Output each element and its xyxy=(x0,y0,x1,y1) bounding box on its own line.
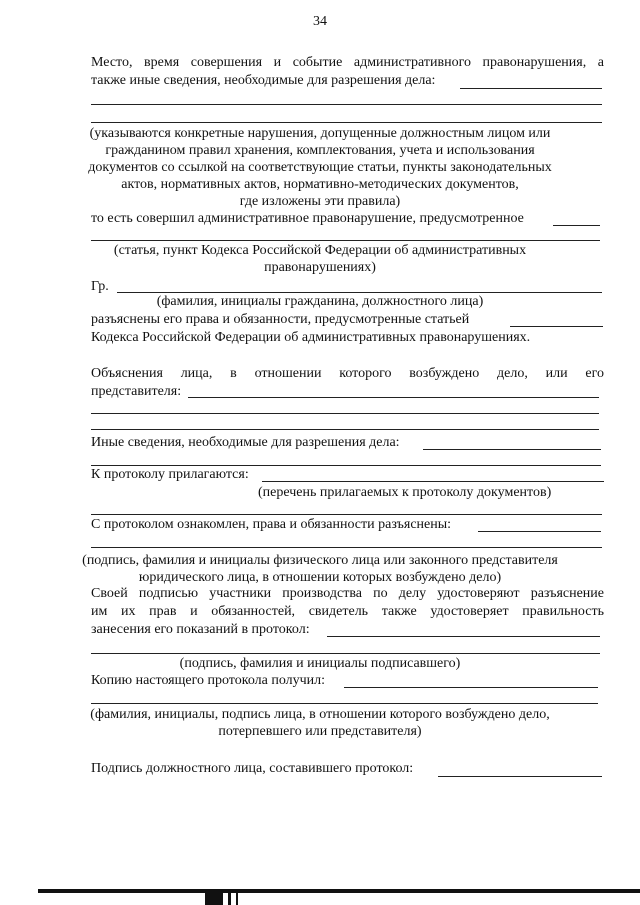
text-line: Гр. xyxy=(91,279,109,294)
note-line: гражданином правил хранения, комплектования, учета и использования xyxy=(105,143,535,158)
scan-edge-bar xyxy=(38,889,640,893)
fill-line xyxy=(262,481,604,482)
note-line: (перечень прилагаемых к протоколу документов) xyxy=(258,485,552,500)
page-number: 34 xyxy=(313,14,327,29)
text-line: разъяснены его права и обязанности, предусмотренные статьей xyxy=(91,312,470,327)
note-line: юридического лица, в отношении которых возбуждено дело) xyxy=(138,570,502,585)
fill-line xyxy=(117,292,602,293)
fill-line xyxy=(91,653,600,654)
text-line: занесения его показаний в протокол: xyxy=(91,622,310,637)
fill-line xyxy=(510,326,603,327)
fill-line xyxy=(478,531,601,532)
fill-line xyxy=(91,514,602,515)
text-line: им их прав и обязанностей, свидетель также удостоверяет правильность xyxy=(91,604,604,619)
fill-line xyxy=(460,88,602,89)
text-line: Кодекса Российской Федерации об административных правонарушениях. xyxy=(91,330,531,345)
note-line: (подпись, фамилия и инициалы физического лица или законного представителя xyxy=(82,553,558,568)
text-line: Иные сведения, необходимые для разрешения дела: xyxy=(91,435,400,450)
note-line: (подпись, фамилия и инициалы подписавшего) xyxy=(179,656,461,671)
fill-line xyxy=(91,122,602,123)
text-line: Место, время совершения и событие административного правонарушения, а xyxy=(91,55,604,70)
note-line: актов, нормативных актов, нормативно-методических документов, xyxy=(121,177,519,192)
text-line: представителя: xyxy=(91,384,182,399)
text-line: С протоколом ознакомлен, права и обязанности разъяснены: xyxy=(91,517,452,532)
note-line: документов со ссылкой на соответствующие статьи, пункты законодательных xyxy=(88,160,552,175)
fill-line xyxy=(91,240,600,241)
text-line: также иные сведения, необходимые для разрешения дела: xyxy=(91,73,436,88)
note-line: потерпевшего или представителя) xyxy=(218,724,422,739)
scan-mark xyxy=(236,893,238,905)
fill-line xyxy=(91,429,599,430)
fill-line xyxy=(91,104,602,105)
note-line: (фамилия, инициалы, подпись лица, в отношении которого возбуждено дело, xyxy=(90,707,550,722)
fill-line xyxy=(91,703,598,704)
note-line: (указываются конкретные нарушения, допущенные должностным лицом или xyxy=(89,126,551,141)
text-line: К протоколу прилагаются: xyxy=(91,467,249,482)
fill-line xyxy=(423,449,601,450)
fill-line xyxy=(91,547,602,548)
fill-line xyxy=(327,636,600,637)
text-line: Объяснения лица, в отношении которого возбуждено дело, или его xyxy=(91,366,604,381)
fill-line xyxy=(553,225,600,226)
text-line: Своей подписью участники производства по делу удостоверяют разъяснение xyxy=(91,586,604,601)
text-line: Копию настоящего протокола получил: xyxy=(91,673,326,688)
fill-line xyxy=(91,413,599,414)
note-line: (фамилия, инициалы гражданина, должностного лица) xyxy=(156,294,484,309)
fill-line xyxy=(91,465,601,466)
fill-line xyxy=(188,397,599,398)
signature-line xyxy=(438,776,602,777)
scan-mark xyxy=(228,893,231,905)
fill-line xyxy=(344,687,598,688)
text-line: то есть совершил административное правонарушение, предусмотренное xyxy=(91,211,524,226)
note-line: где изложены эти правила) xyxy=(239,194,401,209)
note-line: (статья, пункт Кодекса Российской Федерации об административных xyxy=(113,243,527,258)
scan-mark xyxy=(205,893,223,905)
text-line: Подпись должностного лица, составившего протокол: xyxy=(91,761,414,776)
note-line: правонарушениях) xyxy=(264,260,376,275)
